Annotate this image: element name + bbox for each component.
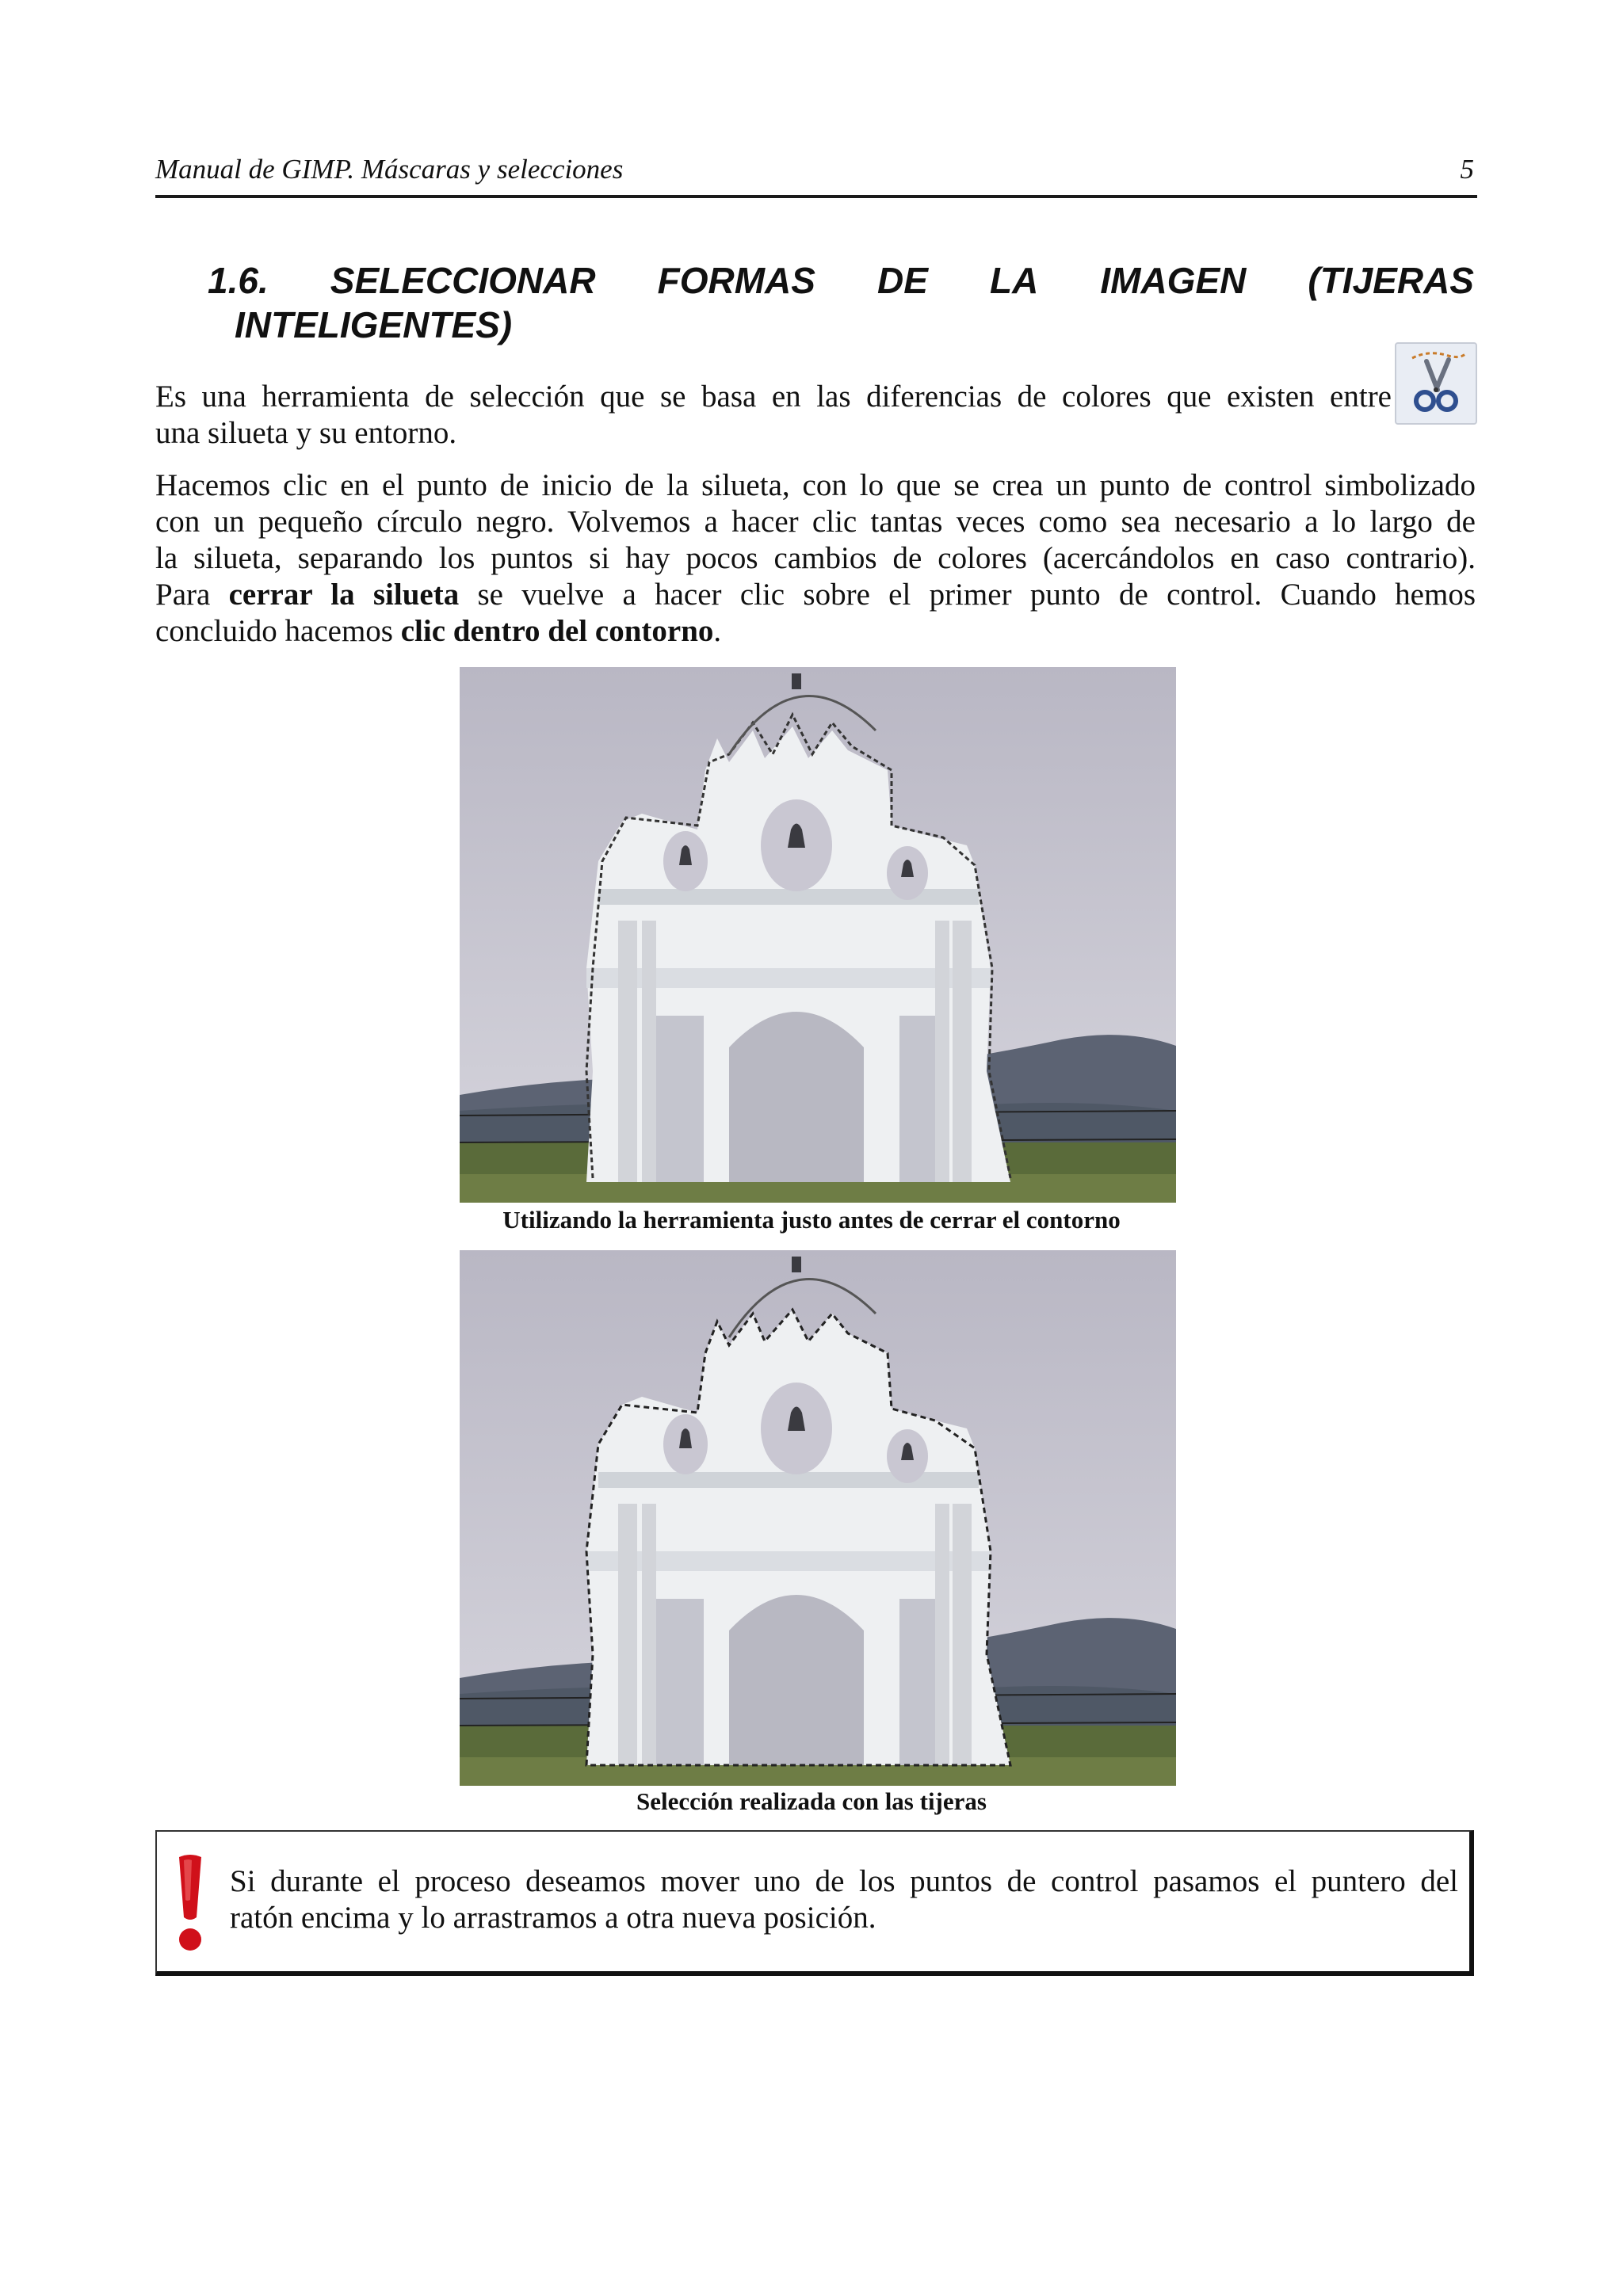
bold-text: cerrar la silueta: [228, 578, 460, 612]
note-box: [155, 1830, 1474, 1976]
heading-word: (TIJERAS: [1308, 260, 1474, 301]
paragraph-line: Hacemos clic en el punto de inicio de la silueta, con lo que se crea un punto de control simbolizado: [155, 468, 1476, 502]
section-heading: [208, 258, 1476, 347]
exclamation-warning-icon: [173, 1852, 208, 1955]
section-number: 1.6.: [208, 260, 269, 301]
figure-caption-2: Selección realizada con las tijeras: [636, 1787, 987, 1815]
belfry-photo-after: [460, 1250, 1176, 1786]
paragraph-line: concluido hacemos clic dentro del contorno.: [155, 614, 722, 648]
heading-word: LA: [989, 260, 1039, 301]
header-title: Manual de GIMP. Máscaras y selecciones: [155, 154, 624, 185]
heading-word: FORMAS: [657, 260, 815, 301]
heading-word: SELECCIONAR: [330, 260, 596, 301]
paragraph-line: con un pequeño círculo negro. Volvemos a hacer clic tantas veces como sea necesario a lo largo de: [155, 505, 1476, 539]
paragraph-line: una silueta y su entorno.: [155, 416, 457, 450]
note-line: ratón encima y lo arrastramos a otra nueva posición.: [230, 1901, 876, 1935]
belfry-photo-before: [460, 667, 1176, 1203]
scissors-select-icon: [1395, 342, 1477, 425]
paragraph-line: Para cerrar la silueta se vuelve a hacer clic sobre el primer punto de control. Cuando hemos: [155, 578, 1476, 612]
note-line: Si durante el proceso deseamos mover uno de los puntos de control pasamos el puntero del: [230, 1864, 1458, 1898]
paragraph-line: la silueta, separando los puntos si hay pocos cambios de colores (acercándolos en caso contrario).: [155, 541, 1476, 575]
heading-word: IMAGEN: [1100, 260, 1247, 301]
note-text: [230, 1863, 1458, 1936]
instructions-paragraph: [155, 467, 1476, 650]
page-header: [155, 151, 1477, 198]
paragraph-line: Es una herramienta de selección que se basa en las diferencias de colores que existen entre: [155, 379, 1392, 414]
intro-paragraph: [155, 379, 1392, 452]
bold-text: clic dentro del contorno: [400, 614, 714, 648]
heading-word: DE: [877, 260, 928, 301]
heading-line2: INTELIGENTES): [235, 304, 513, 345]
page-number: 5: [1460, 154, 1474, 185]
figure-caption-1: Utilizando la herramienta justo antes de cerrar el contorno: [502, 1206, 1121, 1234]
